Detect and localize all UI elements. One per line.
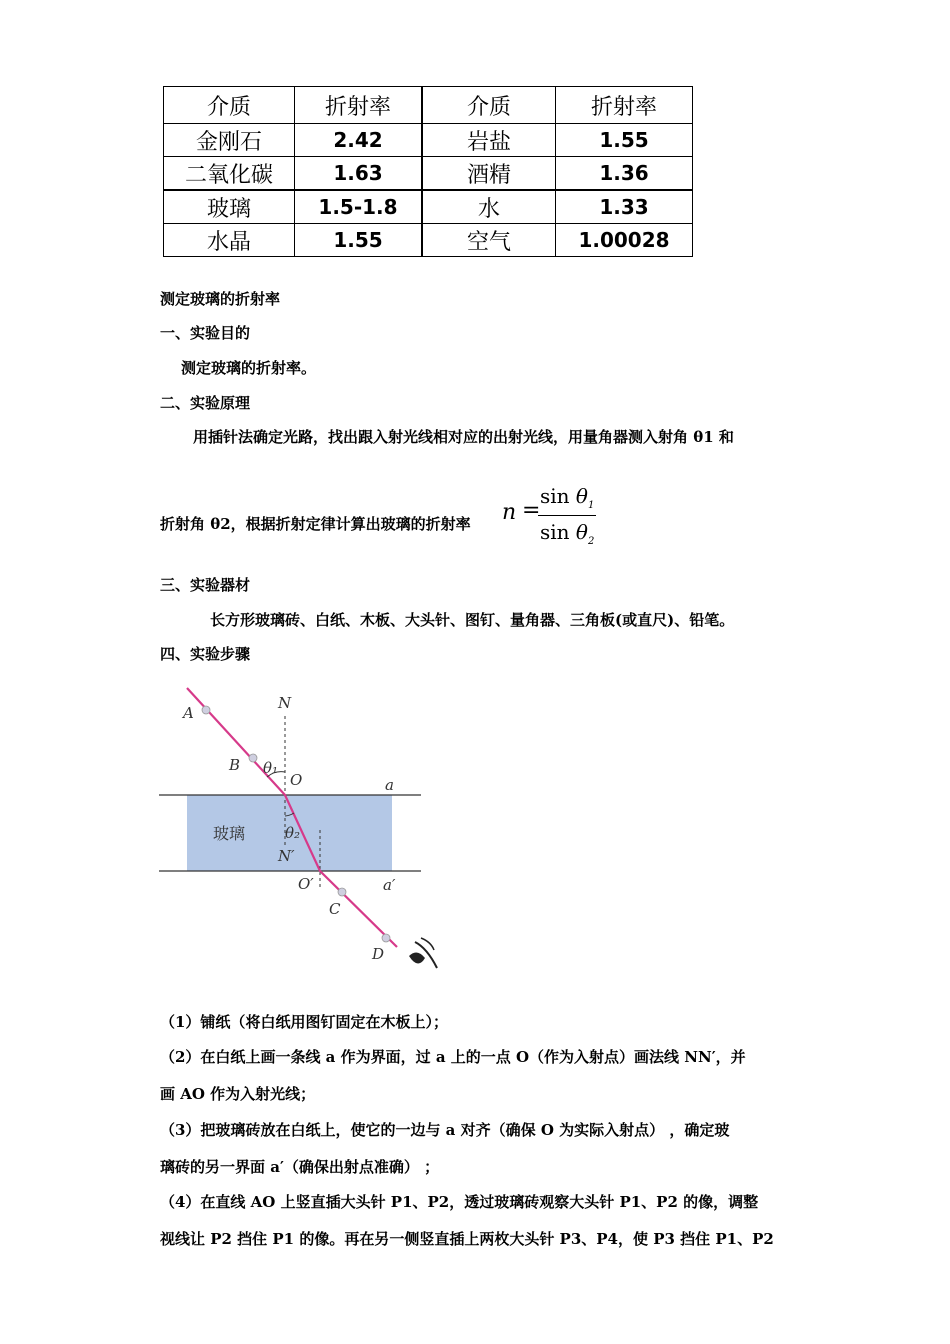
label-o-prime: O′ — [298, 875, 314, 893]
index-value: 1.55 — [556, 124, 693, 157]
label-a-point: A — [183, 704, 194, 722]
formula-subscript-1: 1 — [587, 500, 595, 511]
section-heading-purpose: 一、实验目的 — [160, 324, 251, 342]
formula-theta: θ — [575, 484, 588, 508]
step-line: 璃砖的另一界面 a′（确保出射点准确） ； — [160, 1158, 440, 1176]
pin-b — [249, 754, 257, 762]
medium-name: 空气 — [422, 224, 556, 257]
table-row — [164, 157, 693, 191]
section-text-principle-1: 用插针法确定光路，找出跟入射光线相对应的出射光线，用量角器测入射角 θ1 和 — [193, 428, 734, 446]
table-row — [164, 124, 693, 157]
label-n-prime: N′ — [278, 847, 295, 865]
label-d-point: D — [372, 945, 385, 963]
pin-c — [338, 888, 346, 896]
step-line: （4）在直线 AO 上竖直插大头针 P1、P2，透过玻璃砖观察大头针 P1、P2 的像，调整 — [160, 1193, 759, 1211]
formula-subscript-2: 2 — [587, 536, 595, 547]
label-c-point: C — [329, 900, 341, 918]
formula-fraction-bar — [538, 515, 596, 516]
header-index-left: 折射率 — [295, 87, 423, 124]
formula-denominator — [540, 520, 594, 547]
index-value: 1.5-1.8 — [295, 190, 423, 224]
formula-numerator — [540, 484, 594, 511]
label-glass: 玻璃 — [213, 824, 246, 843]
medium-name: 岩盐 — [422, 124, 556, 157]
section-text-purpose: 测定玻璃的折射率。 — [181, 359, 317, 377]
index-value: 1.33 — [556, 190, 693, 224]
step-line: （3）把玻璃砖放在白纸上，使它的一边与 a 对齐（确保 O 为实际入射点） ，确定玻 — [160, 1121, 730, 1139]
refractive-index-table — [163, 86, 693, 257]
section-heading-steps: 四、实验步骤 — [160, 645, 251, 663]
section-text-equipment: 长方形玻璃砖、白纸、木板、大头针、图钉、量角器、三角板(或直尺)、铅笔。 — [210, 611, 735, 629]
step-line: （1）铺纸（将白纸用图钉固定在木板上）； — [160, 1013, 448, 1031]
label-a-interface: a — [385, 776, 394, 794]
eye-icon — [409, 938, 437, 968]
label-a-prime-interface: a′ — [383, 876, 396, 894]
formula-sin: sin — [540, 484, 570, 508]
table-header-row — [164, 87, 693, 124]
step-line: 画 AO 作为入射光线； — [160, 1085, 316, 1103]
label-n: N — [278, 694, 292, 712]
refraction-formula — [500, 482, 610, 552]
step-line: （2）在白纸上画一条线 a 作为界面，过 a 上的一点 O（作为入射点）画法线 NN′，并 — [160, 1048, 746, 1066]
step-line: 视线让 P2 挡住 P1 的像。再在另一侧竖直插上两枚大头针 P3、P4，使 P3 挡住 P1、P2 — [160, 1230, 774, 1248]
medium-name: 水 — [422, 190, 556, 224]
formula-n: n — [502, 500, 517, 525]
medium-name: 玻璃 — [164, 190, 295, 224]
index-value: 2.42 — [295, 124, 423, 157]
pin-d — [382, 934, 390, 942]
section-heading-principle: 二、实验原理 — [160, 394, 251, 412]
index-value: 1.63 — [295, 157, 423, 191]
table-row — [164, 190, 693, 224]
refraction-diagram — [155, 680, 455, 990]
medium-name: 水晶 — [164, 224, 295, 257]
medium-name: 酒精 — [422, 157, 556, 191]
header-medium-left: 介质 — [164, 87, 295, 124]
index-value: 1.36 — [556, 157, 693, 191]
pin-a — [202, 706, 210, 714]
label-b-point: B — [229, 756, 241, 774]
formula-equals: = — [522, 498, 541, 523]
formula-theta: θ — [575, 520, 588, 544]
table-row — [164, 224, 693, 257]
document-title: 测定玻璃的折射率 — [160, 290, 281, 308]
header-medium-right: 介质 — [422, 87, 556, 124]
label-theta1: θ₁ — [263, 759, 279, 777]
label-o: O — [290, 771, 303, 789]
index-value: 1.00028 — [556, 224, 693, 257]
formula-sin: sin — [540, 520, 570, 544]
label-theta2: θ₂ — [285, 824, 301, 842]
medium-name: 二氧化碳 — [164, 157, 295, 191]
section-heading-equipment: 三、实验器材 — [160, 576, 251, 594]
medium-name: 金刚石 — [164, 124, 295, 157]
header-index-right: 折射率 — [556, 87, 693, 124]
index-value: 1.55 — [295, 224, 423, 257]
section-text-principle-2: 折射角 θ2，根据折射定律计算出玻璃的折射率 — [160, 515, 471, 533]
